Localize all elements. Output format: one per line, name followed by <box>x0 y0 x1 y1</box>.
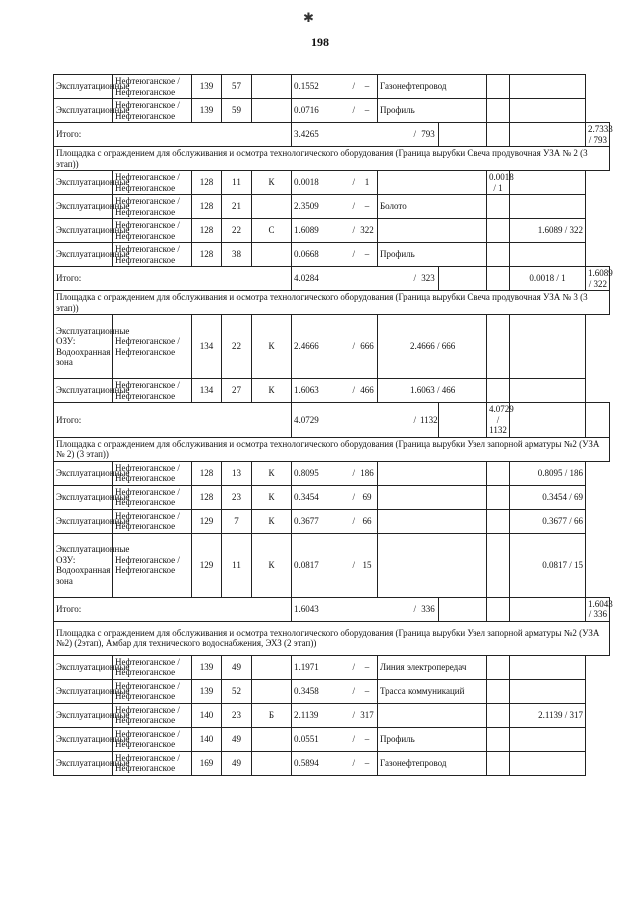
quarter-number: 129 <box>192 533 222 597</box>
table-row <box>54 99 610 123</box>
area-count-cell: 0.3454 / 69 <box>292 485 378 509</box>
land-category: Эксплуатационные <box>54 655 113 679</box>
tree-count-value: 66 <box>362 515 372 526</box>
col-i-cell <box>487 123 510 147</box>
tree-count-value: – <box>364 81 370 92</box>
col-k-cell: 2.1139 / 317 <box>510 703 586 727</box>
area-value: 2.3509 <box>294 201 319 212</box>
plot-number: 49 <box>222 727 252 751</box>
page-number: 198 <box>311 35 329 49</box>
note-cell: Трасса коммуникаций <box>378 679 487 703</box>
note-cell <box>439 597 487 621</box>
plot-number: 52 <box>222 679 252 703</box>
col-j-cell <box>487 75 510 99</box>
species-code <box>252 679 292 703</box>
quarter-number: 140 <box>192 703 222 727</box>
col-k-cell: 1.6043 / 336 <box>586 597 610 621</box>
forestry-name: Нефтеюганское / Нефтеюганское <box>113 315 192 379</box>
plot-number: 11 <box>222 171 252 195</box>
total-row <box>54 403 610 438</box>
quarter-number: 129 <box>192 509 222 533</box>
note-cell <box>378 219 487 243</box>
table-row <box>54 315 610 379</box>
col-k-cell <box>510 75 586 99</box>
note-cell <box>439 267 487 291</box>
land-category: Эксплуатационные <box>54 75 113 99</box>
plot-number: 57 <box>222 75 252 99</box>
area-count-cell: 0.0018 / 1 <box>292 171 378 195</box>
tree-count-value: 1 <box>364 177 370 188</box>
quarter-number: 128 <box>192 485 222 509</box>
area-count-cell: 1.6089 / 322 <box>292 219 378 243</box>
col-j-cell <box>487 315 510 379</box>
col-k-cell <box>510 751 586 775</box>
species-code: К <box>252 485 292 509</box>
species-code: К <box>252 171 292 195</box>
tree-count-value: 666 <box>360 341 374 352</box>
plot-number: 11 <box>222 533 252 597</box>
tree-count-value: – <box>364 105 370 116</box>
table-row <box>54 509 610 533</box>
forestry-name: Нефтеюганское / Нефтеюганское <box>113 99 192 123</box>
forestry-name: Нефтеюганское / Нефтеюганское <box>113 751 192 775</box>
table-row <box>54 533 610 597</box>
land-category: Эксплуатационные <box>54 171 113 195</box>
area-value: 4.0729 <box>294 414 319 425</box>
area-value: 2.4666 <box>294 341 319 352</box>
forestry-name: Нефтеюганское / Нефтеюганское <box>113 171 192 195</box>
plot-number: 21 <box>222 195 252 219</box>
scan-blot: ✱ <box>303 10 314 25</box>
quarter-number: 140 <box>192 727 222 751</box>
land-category: Эксплуатационные <box>54 219 113 243</box>
area-count-cell: 4.0284 / 323 <box>292 267 439 291</box>
col-j-cell <box>487 509 510 533</box>
note-cell: Газонефтепровод <box>378 75 487 99</box>
note-cell: Профиль <box>378 727 487 751</box>
col-k-cell <box>510 379 586 403</box>
tree-count-value: 336 <box>421 603 435 614</box>
species-code: К <box>252 509 292 533</box>
area-value: 2.1139 <box>294 709 319 720</box>
table-row <box>54 171 610 195</box>
area-count-cell: 0.5894 / – <box>292 751 378 775</box>
note-cell: Профиль <box>378 243 487 267</box>
area-value: 0.8095 <box>294 467 319 478</box>
section-title: Площадка с ограждением для обслуживания и осмотра технологического оборудования (Граница вырубки Свеча продувочная УЗА № 3 (3 этап)) <box>54 291 610 315</box>
land-category: Эксплуатационные <box>54 195 113 219</box>
forestry-name: Нефтеюганское / Нефтеюганское <box>113 461 192 485</box>
quarter-number: 128 <box>192 243 222 267</box>
tree-count-value: 69 <box>362 491 372 502</box>
species-code: К <box>252 379 292 403</box>
land-plot-table <box>53 74 613 776</box>
area-value: 1.1971 <box>294 661 319 672</box>
table-row <box>54 727 610 751</box>
forestry-name: Нефтеюганское / Нефтеюганское <box>113 219 192 243</box>
col-j-cell <box>487 195 510 219</box>
col-i-value: 1.6063 / 466 <box>410 385 456 396</box>
total-label: Итого: <box>54 123 292 147</box>
species-code <box>252 99 292 123</box>
total-row <box>54 267 610 291</box>
col-j-cell <box>487 751 510 775</box>
area-count-cell: 3.4265 / 793 <box>292 123 439 147</box>
tree-count-value: – <box>364 757 370 768</box>
tree-count-value: – <box>364 201 370 212</box>
col-i-cell: 4.0729 / 1132 <box>487 403 510 438</box>
plot-number: 49 <box>222 655 252 679</box>
col-j-cell <box>487 703 510 727</box>
table-row <box>54 379 610 403</box>
forestry-name: Нефтеюганское / Нефтеюганское <box>113 195 192 219</box>
tree-count-value: 323 <box>421 273 435 284</box>
table-row <box>54 243 610 267</box>
area-count-cell: 0.0551 / – <box>292 727 378 751</box>
species-code <box>252 195 292 219</box>
section-title: Площадка с ограждением для обслуживания и осмотра технологического оборудования (Граница вырубки Узел запорной арматуры №2 (УЗА № 2) (3 этап)) <box>54 437 610 461</box>
area-value: 0.3454 <box>294 491 319 502</box>
land-category: Эксплуатационные <box>54 379 113 403</box>
note-cell <box>378 171 487 195</box>
area-value: 0.0018 <box>294 177 319 188</box>
land-category: Эксплуатационные <box>54 703 113 727</box>
area-value: 0.3458 <box>294 685 319 696</box>
col-j-cell <box>487 461 510 485</box>
species-code: Б <box>252 703 292 727</box>
area-value: 0.0817 <box>294 559 319 570</box>
area-count-cell: 0.1552 / – <box>292 75 378 99</box>
col-j-cell <box>487 99 510 123</box>
quarter-number: 128 <box>192 195 222 219</box>
area-value: 1.6043 <box>294 603 319 614</box>
area-value: 0.0668 <box>294 249 319 260</box>
area-count-cell: 2.1139 / 317 <box>292 703 378 727</box>
species-code <box>252 75 292 99</box>
col-k-cell: 2.7333 / 793 <box>586 123 610 147</box>
land-category: Эксплуатационные <box>54 509 113 533</box>
col-i-cell <box>487 597 510 621</box>
section-row <box>54 147 610 171</box>
col-k-cell <box>510 655 586 679</box>
col-k-cell <box>510 99 586 123</box>
tree-count-value: 466 <box>360 385 374 396</box>
plot-number: 49 <box>222 751 252 775</box>
table-row <box>54 655 610 679</box>
table-row <box>54 195 610 219</box>
note-cell <box>378 379 487 403</box>
table-row <box>54 461 610 485</box>
quarter-number: 169 <box>192 751 222 775</box>
forestry-name: Нефтеюганское / Нефтеюганское <box>113 533 192 597</box>
land-category: Эксплуатационные <box>54 99 113 123</box>
forestry-name: Нефтеюганское / Нефтеюганское <box>113 655 192 679</box>
col-k-cell: 0.8095 / 186 <box>510 461 586 485</box>
land-category: Эксплуатационные <box>54 485 113 509</box>
species-code: К <box>252 533 292 597</box>
plot-number: 27 <box>222 379 252 403</box>
col-j-cell <box>487 727 510 751</box>
col-k-cell <box>586 403 610 438</box>
area-value: 0.0551 <box>294 733 319 744</box>
tree-count-value: – <box>364 733 370 744</box>
species-code <box>252 243 292 267</box>
note-cell <box>439 123 487 147</box>
col-j-cell <box>510 597 586 621</box>
col-k-cell: 0.3454 / 69 <box>510 485 586 509</box>
note-cell: Линия электропередач <box>378 655 487 679</box>
col-j-cell <box>487 679 510 703</box>
section-row <box>54 621 610 655</box>
land-category: Эксплуатационные ОЗУ: Водоохранная зона <box>54 533 113 597</box>
area-value: 4.0284 <box>294 273 319 284</box>
section-row <box>54 291 610 315</box>
quarter-number: 128 <box>192 219 222 243</box>
tree-count-value: 322 <box>360 225 374 236</box>
col-j-cell <box>487 533 510 597</box>
plot-number: 38 <box>222 243 252 267</box>
table-row <box>54 485 610 509</box>
area-value: 3.4265 <box>294 129 319 140</box>
total-row <box>54 123 610 147</box>
col-k-cell <box>510 195 586 219</box>
area-count-cell: 2.3509 / – <box>292 195 378 219</box>
table-row <box>54 75 610 99</box>
area-count-cell: 1.6063 / 466 <box>292 379 378 403</box>
plot-number: 59 <box>222 99 252 123</box>
area-value: 0.0716 <box>294 105 319 116</box>
area-value: 1.6063 <box>294 385 319 396</box>
forestry-name: Нефтеюганское / Нефтеюганское <box>113 75 192 99</box>
area-count-cell: 0.0668 / – <box>292 243 378 267</box>
area-count-cell: 0.3677 / 66 <box>292 509 378 533</box>
tree-count-value: 1132 <box>420 414 438 425</box>
area-count-cell: 0.3458 / – <box>292 679 378 703</box>
quarter-number: 139 <box>192 75 222 99</box>
col-k-cell: 0.0817 / 15 <box>510 533 586 597</box>
area-count-cell: 2.4666 / 666 <box>292 315 378 379</box>
area-count-cell: 1.1971 / – <box>292 655 378 679</box>
quarter-number: 134 <box>192 379 222 403</box>
area-value: 0.3677 <box>294 515 319 526</box>
quarter-number: 128 <box>192 461 222 485</box>
section-row <box>54 437 610 461</box>
total-row <box>54 597 610 621</box>
land-category: Эксплуатационные <box>54 243 113 267</box>
col-j-cell: 0.0018 / 1 <box>510 267 586 291</box>
forestry-name: Нефтеюганское / Нефтеюганское <box>113 703 192 727</box>
note-cell: Газонефтепровод <box>378 751 487 775</box>
note-cell <box>378 509 487 533</box>
area-count-cell: 0.0716 / – <box>292 99 378 123</box>
land-category: Эксплуатационные <box>54 679 113 703</box>
col-k-cell: 0.3677 / 66 <box>510 509 586 533</box>
note-cell: Профиль <box>378 99 487 123</box>
plot-number: 22 <box>222 315 252 379</box>
tree-count-value: 186 <box>360 467 374 478</box>
col-j-cell <box>487 485 510 509</box>
section-title: Площадка с ограждением для обслуживания и осмотра технологического оборудования (Граница вырубки Узел запорной арматуры №2 (УЗА №2) (2этап), Амбар для технического водоснабжения, ЭХЗ (2 этап)) <box>54 621 610 655</box>
total-label: Итого: <box>54 267 292 291</box>
land-category: Эксплуатационные <box>54 727 113 751</box>
plot-number: 13 <box>222 461 252 485</box>
quarter-number: 139 <box>192 655 222 679</box>
area-count-cell: 4.0729 / 1132 <box>292 403 439 438</box>
land-category: Эксплуатационные <box>54 461 113 485</box>
plot-number: 23 <box>222 485 252 509</box>
area-value: 0.5894 <box>294 757 319 768</box>
plot-number: 7 <box>222 509 252 533</box>
species-code: К <box>252 315 292 379</box>
col-k-cell: 1.6089 / 322 <box>510 219 586 243</box>
section-title: Площадка с ограждением для обслуживания и осмотра технологического оборудования (Граница вырубки Свеча продувочная УЗА № 2 (3 этап)) <box>54 147 610 171</box>
tree-count-value: – <box>364 685 370 696</box>
plot-number: 22 <box>222 219 252 243</box>
note-cell <box>378 703 487 727</box>
table-row <box>54 703 610 727</box>
tree-count-value: – <box>364 661 370 672</box>
col-i-cell <box>487 267 510 291</box>
col-k-cell <box>510 727 586 751</box>
col-j-cell: 0.0018 / 1 <box>487 171 510 195</box>
col-k-cell <box>510 171 586 195</box>
col-j-cell <box>487 379 510 403</box>
tree-count-value: – <box>364 249 370 260</box>
forestry-name: Нефтеюганское / Нефтеюганское <box>113 379 192 403</box>
total-label: Итого: <box>54 403 292 438</box>
col-j-cell <box>487 219 510 243</box>
note-cell <box>378 315 487 379</box>
note-cell: Болото <box>378 195 487 219</box>
area-value: 0.1552 <box>294 81 319 92</box>
tree-count-value: 15 <box>362 559 372 570</box>
total-label: Итого: <box>54 597 292 621</box>
table-row <box>54 679 610 703</box>
tree-count-value: 793 <box>421 129 435 140</box>
plot-number: 23 <box>222 703 252 727</box>
note-cell <box>378 485 487 509</box>
forestry-name: Нефтеюганское / Нефтеюганское <box>113 727 192 751</box>
forestry-name: Нефтеюганское / Нефтеюганское <box>113 485 192 509</box>
quarter-number: 139 <box>192 679 222 703</box>
col-k-cell: 1.6089 / 322 <box>586 267 610 291</box>
col-k-cell <box>510 243 586 267</box>
quarter-number: 139 <box>192 99 222 123</box>
col-k-cell <box>510 315 586 379</box>
species-code: К <box>252 461 292 485</box>
area-value: 1.6089 <box>294 225 319 236</box>
species-code <box>252 751 292 775</box>
tree-count-value: 317 <box>360 709 374 720</box>
area-count-cell: 0.0817 / 15 <box>292 533 378 597</box>
note-cell <box>378 461 487 485</box>
col-i-value: 2.4666 / 666 <box>410 341 456 352</box>
land-category: Эксплуатационные <box>54 751 113 775</box>
col-j-cell <box>510 123 586 147</box>
forestry-name: Нефтеюганское / Нефтеюганское <box>113 679 192 703</box>
forestry-name: Нефтеюганское / Нефтеюганское <box>113 243 192 267</box>
land-category: Эксплуатационные ОЗУ: Водоохранная зона <box>54 315 113 379</box>
note-cell <box>378 533 487 597</box>
species-code: С <box>252 219 292 243</box>
area-count-cell: 0.8095 / 186 <box>292 461 378 485</box>
area-count-cell: 1.6043 / 336 <box>292 597 439 621</box>
forestry-name: Нефтеюганское / Нефтеюганское <box>113 509 192 533</box>
note-cell <box>439 403 487 438</box>
species-code <box>252 727 292 751</box>
table-row <box>54 751 610 775</box>
col-k-cell <box>510 679 586 703</box>
quarter-number: 128 <box>192 171 222 195</box>
species-code <box>252 655 292 679</box>
col-j-cell <box>510 403 586 438</box>
table-row <box>54 219 610 243</box>
col-j-cell <box>487 243 510 267</box>
quarter-number: 134 <box>192 315 222 379</box>
col-j-cell <box>487 655 510 679</box>
